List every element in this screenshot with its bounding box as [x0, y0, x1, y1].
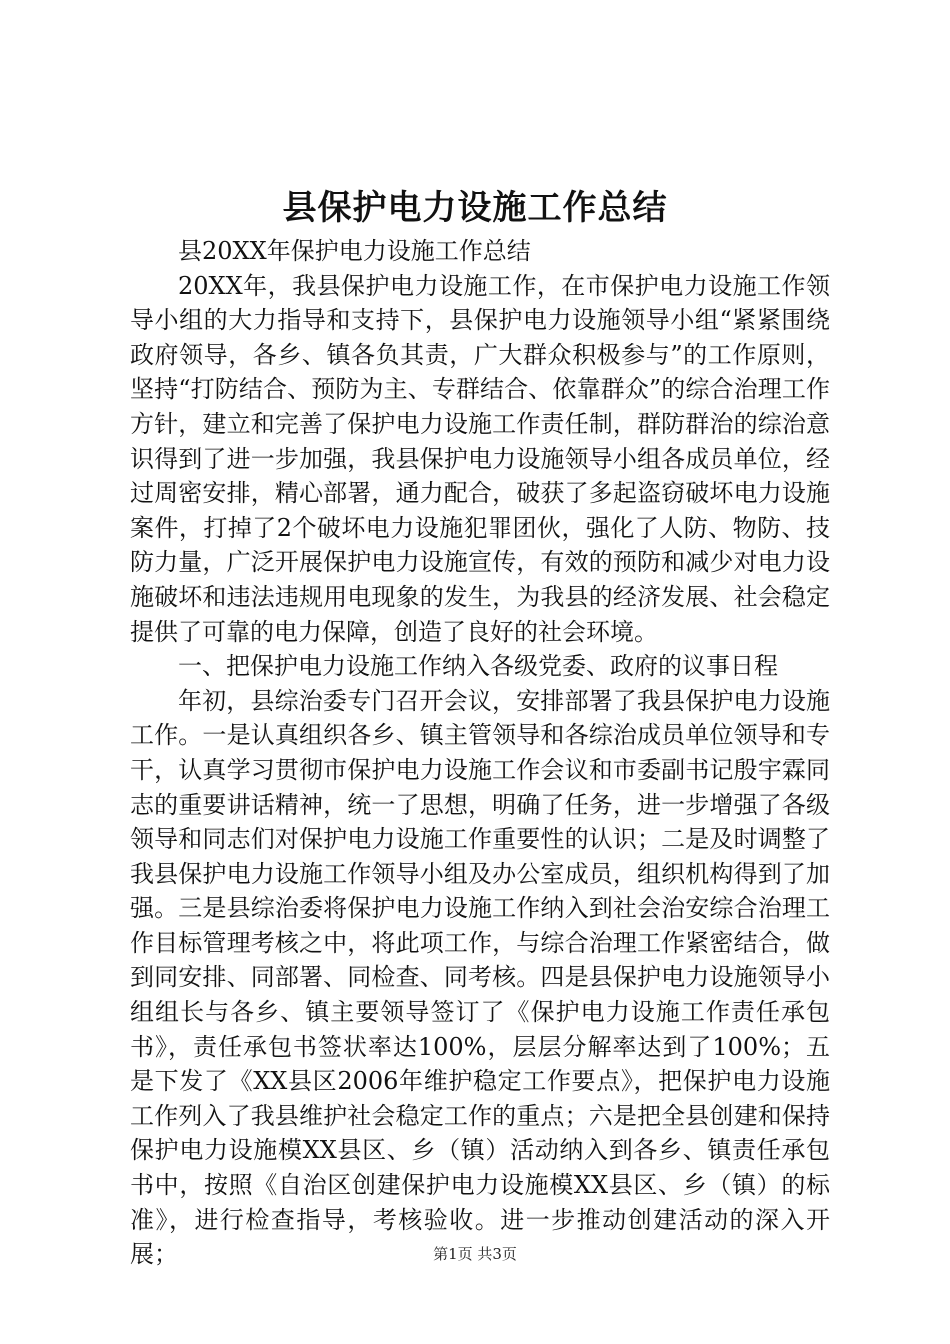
paragraph-subtitle: 县20XX年保护电力设施工作总结: [178, 237, 531, 265]
document-title: 县保护电力设施工作总结: [282, 188, 668, 228]
section-heading-1: 一、把保护电力设施工作纳入各级党委、政府的议事日程: [178, 652, 778, 681]
paragraph-section-1: 年初，县综治委专门召开会议，安排部署了我县保护电力设施工作。一是认真组织各乡、镇主管领导和各综治成员单位领导和专干，认真学习贯彻市保护电力设施工作会议和市委副书记殷宇霖同志的重要讲话精神，统一了思想，明确了任务，进一步增强了各级领导和同志们对保护电力设施工作重要性的认识；二是及时调整了我县保护电力设施工作领导小组及办公室成员，组织机构得到了加强。三是县综治委将保护电力设施工作纳入到社会治安综合治理工作目标管理考核之中，将此项工作，与综合治理工作紧密结合，做到同安排、同部署、同检查、同考核。四是县保护电力设施领导小组组长与各乡、镇主要领导签订了《保护电力设施工作责任承包书》，责任承包书签状率达100%，层层分解率达到了100%；五是下发了《XX县区2006年维护稳定工作要点》，把保护电力设施工作列入了我县维护社会稳定工作的重点；六是把全县创建和保持保护电力设施模XX县区、乡（镇）活动纳入到各乡、镇责任承包书中，按照《自治区创建保护电力设施模XX县区、乡（镇）的标准》，进行检查指导，考核验收。进一步推动创建活动的深入开展；: [130, 686, 830, 1269]
paragraph-intro: 20XX年，我县保护电力设施工作，在市保护电力设施工作领导小组的大力指导和支持下，县保护电力设施领导小组“紧紧围绕政府领导，各乡、镇各负其责，广大群众积极参与”的工作原则，坚持“打防结合、预防为主、专群结合、依靠群众”的综合治理工作方针，建立和完善了保护电力设施工作责任制，群防群治的综治意识得到了进一步加强，我县保护电力设施领导小组各成员单位，经过周密安排，精心部署，通力配合，破获了多起盗窃破坏电力设施案件，打掉了2个破坏电力设施犯罪团伙，强化了人防、物防、技防力量，广泛开展保护电力设施宣传，有效的预防和减少对电力设施破坏和违法违规用电现象的发生，为我县的经济发展、社会稳定提供了可靠的电力保障，创造了良好的社会环境。: [130, 271, 830, 646]
page-footer: 第1页 共3页: [433, 1245, 517, 1263]
document-body: [130, 234, 830, 1272]
